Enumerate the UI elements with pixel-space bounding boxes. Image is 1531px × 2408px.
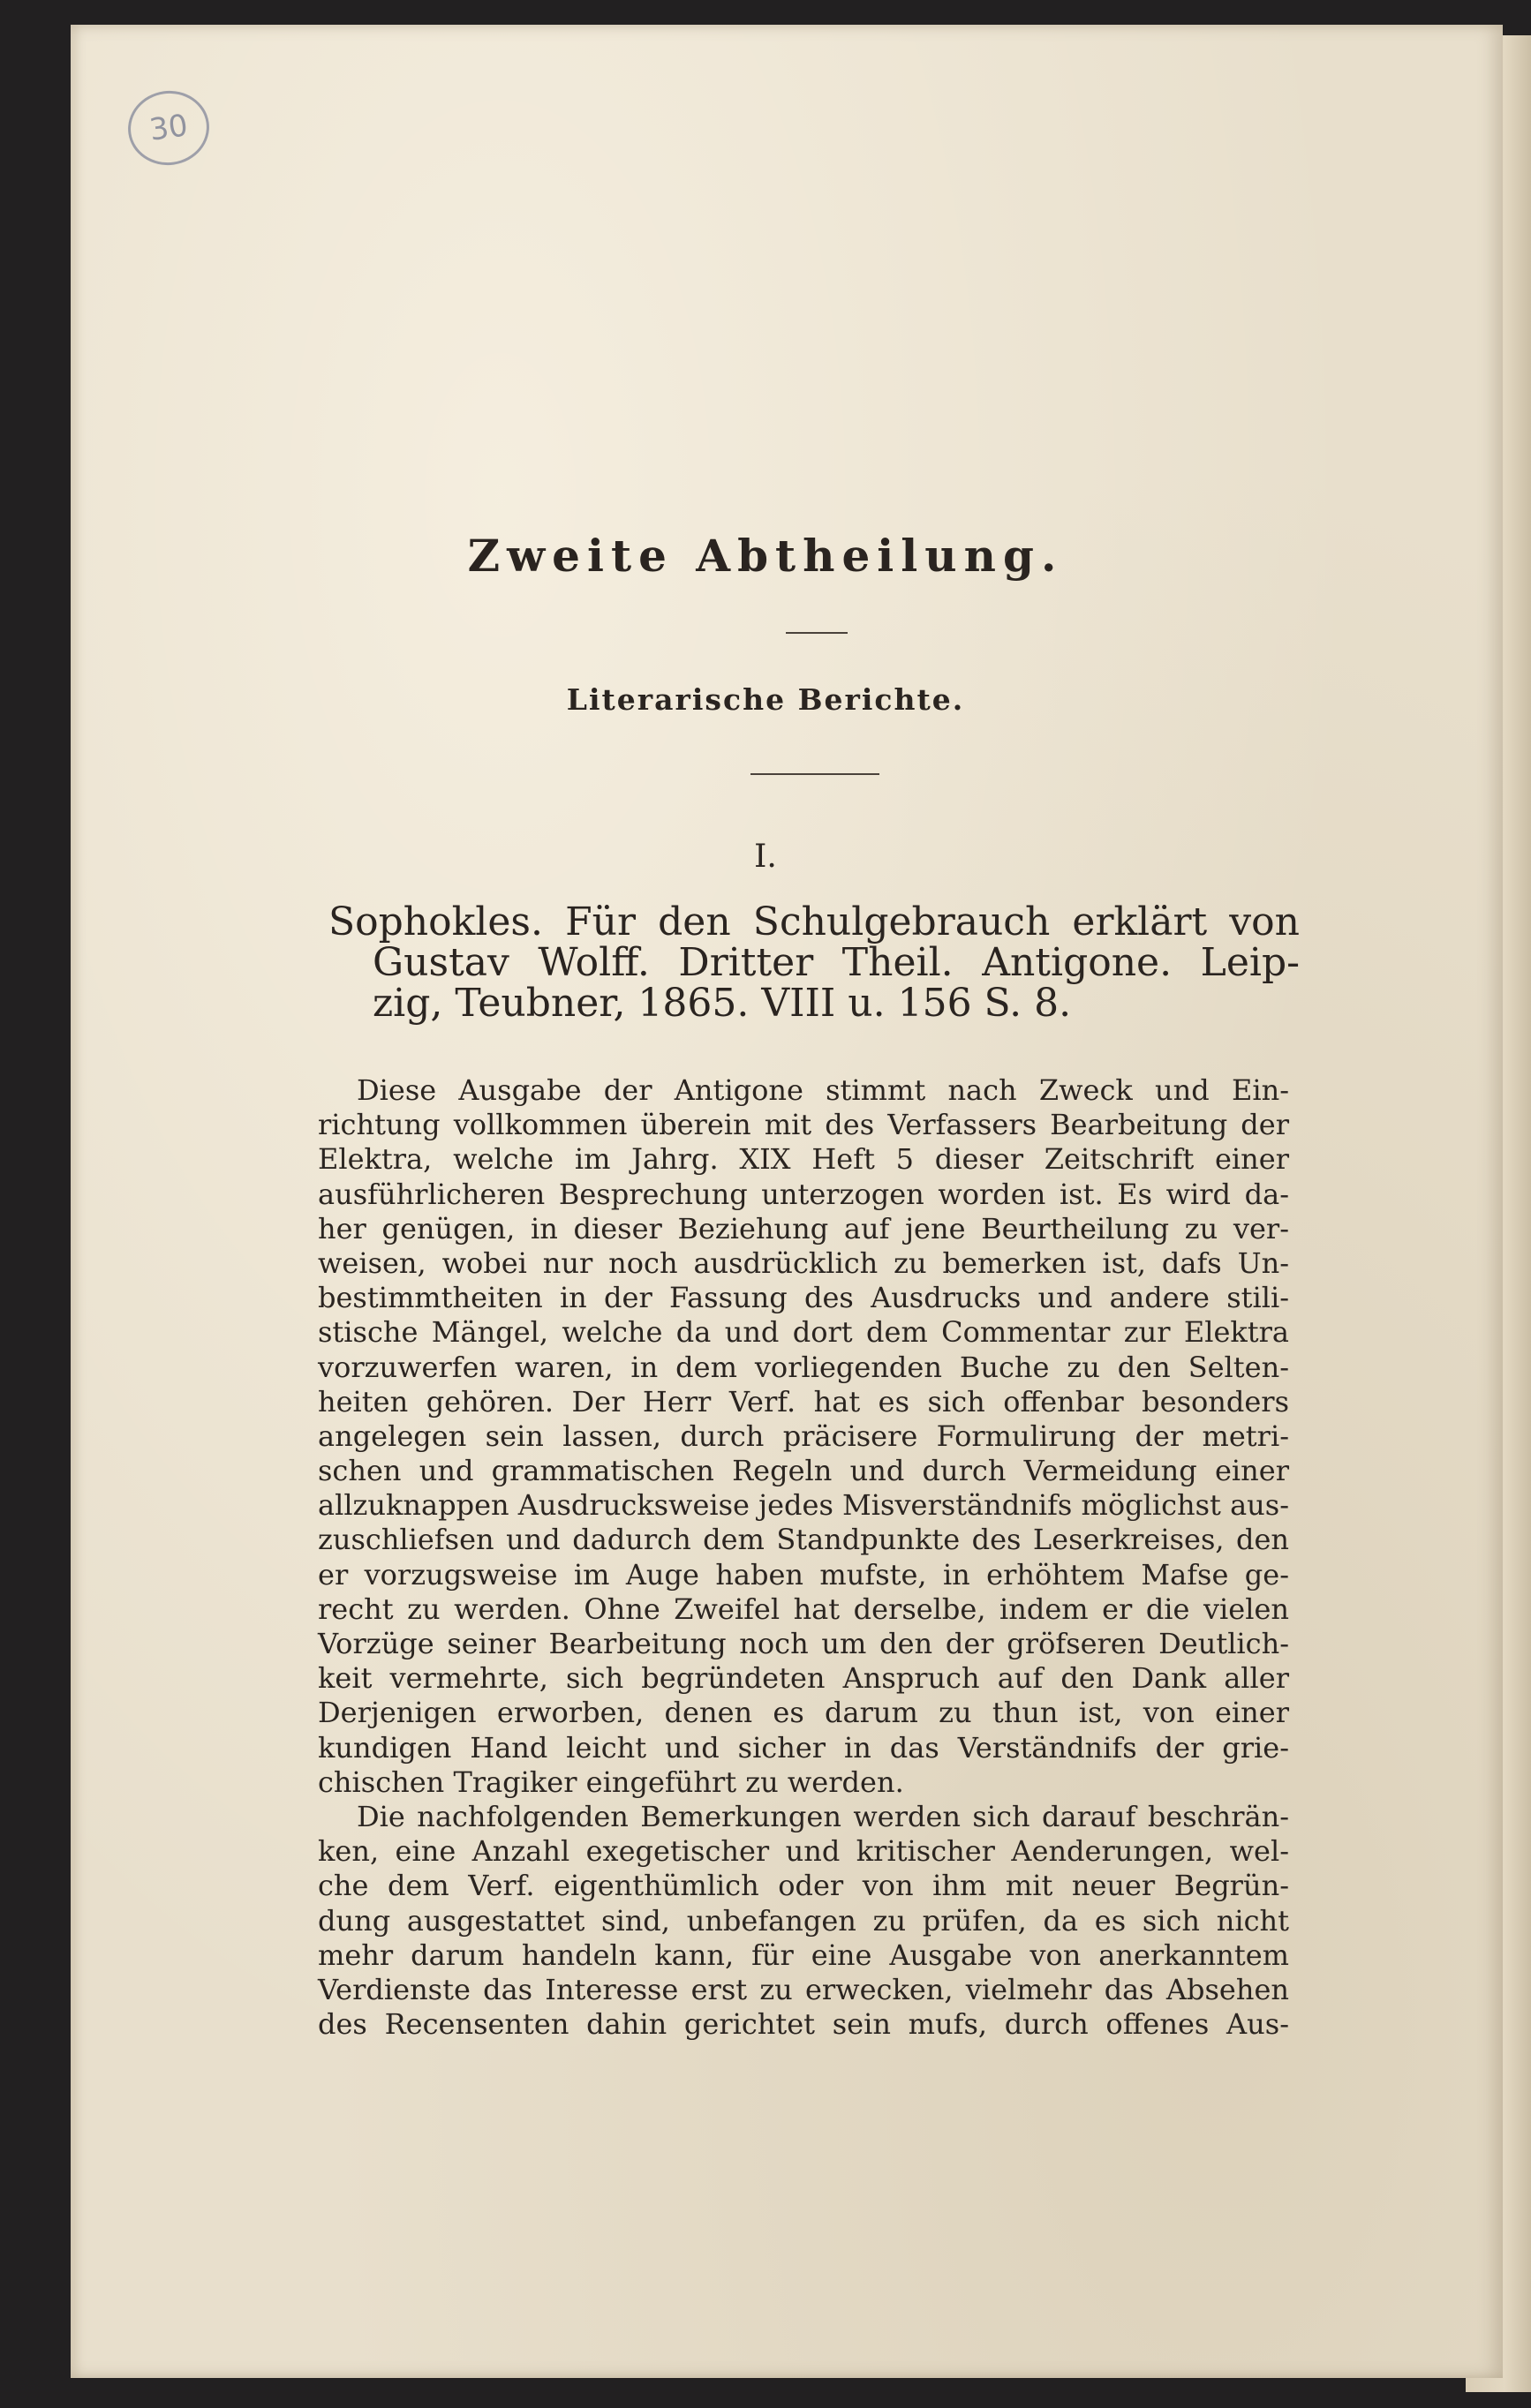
divider-rule (786, 632, 848, 634)
body-line: angelegen sein lassen, durch präcisere Formulirung der metri- (318, 1418, 1289, 1453)
body-line: allzuknappen Ausdrucksweise jedes Misverständnifs möglichst aus- (318, 1488, 1289, 1523)
review-number: I. (754, 839, 777, 875)
body-line: dung ausgestattet sind, unbefangen zu prüfen, da es sich nicht (318, 1903, 1289, 1938)
body-line: ausführlicheren Besprechung unterzogen worden ist. Es wird da- (318, 1177, 1289, 1211)
body-line: her genügen, in dieser Beziehung auf jene Beurtheilung zu ver- (318, 1211, 1289, 1245)
body-line: kundigen Hand leicht und sicher in das Verständnifs der grie- (318, 1730, 1289, 1765)
body-line: vorzuwerfen waren, in dem vorliegenden Buche zu den Selten- (318, 1350, 1289, 1384)
body-line: Verdienste das Interesse erst zu erwecken, vielmehr das Absehen (318, 1972, 1289, 2006)
subsection-title: Literarische Berichte. (566, 682, 965, 717)
body-line: Elektra, welche im Jahrg. XIX Heft 5 dieser Zeitschrift einer (318, 1142, 1289, 1177)
body-line: bestimmtheiten in der Fassung des Ausdrucks und andere stili- (318, 1281, 1289, 1315)
body-line: ken, eine Anzahl exegetischer und kritischer Aenderungen, wel- (318, 1834, 1289, 1869)
body-line: schen und grammatischen Regeln und durch Vermeidung einer (318, 1454, 1289, 1488)
body-line: keit vermehrte, sich begründeten Anspruch auf den Dank aller (318, 1661, 1289, 1696)
body-line: recht zu werden. Ohne Zweifel hat derselbe, indem er die vielen (318, 1592, 1289, 1626)
section-title: Zweite Abtheilung. (467, 530, 1064, 582)
body-line: richtung vollkommen überein mit des Verfassers Bearbeitung der (318, 1108, 1289, 1142)
body-line: chischen Tragiker eingeführt zu werden. (318, 1765, 904, 1799)
body-line: Diese Ausgabe der Antigone stimmt nach Zweck und Ein- (357, 1073, 1289, 1107)
citation-line: Sophokles. Für den Schulgebrauch erklärt von (328, 899, 1300, 944)
body-line: Derjenigen erworben, denen es darum zu thun ist, von einer (318, 1696, 1289, 1730)
body-line: stische Mängel, welche da und dort dem Commentar zur Elektra (318, 1315, 1289, 1350)
body-line: heiten gehören. Der Herr Verf. hat es sich offenbar besonders (318, 1384, 1289, 1418)
body-line: des Recensenten dahin gerichtet sein mufs, durch offenes Aus- (318, 2007, 1289, 2042)
divider-rule (750, 773, 879, 775)
book-citation (328, 899, 1300, 1026)
body-line: mehr darum handeln kann, für eine Ausgabe von anerkanntem (318, 1938, 1289, 1972)
body-line: zuschliefsen und dadurch dem Standpunkte des Leserkreises, den (318, 1523, 1289, 1557)
body-line: che dem Verf. eigenthümlich oder von ihm mit neuer Begrün- (318, 1869, 1289, 1903)
review-body (318, 1073, 1289, 2042)
citation-line: zig, Teubner, 1865. VIII u. 156 S. 8. (373, 981, 1072, 1026)
body-line: er vorzugsweise im Auge haben mufste, in erhöhtem Mafse ge- (318, 1557, 1289, 1592)
citation-line: Gustav Wolff. Dritter Theil. Antigone. Leip- (373, 940, 1300, 985)
stamp-number: 30 (147, 108, 191, 148)
body-line: Vorzüge seiner Bearbeitung noch um den der gröfseren Deutlich- (318, 1627, 1289, 1660)
body-line: Die nachfolgenden Bemerkungen werden sich darauf beschrän- (357, 1799, 1289, 1833)
body-line: weisen, wobei nur noch ausdrücklich zu bemerken ist, dafs Un- (318, 1245, 1289, 1280)
